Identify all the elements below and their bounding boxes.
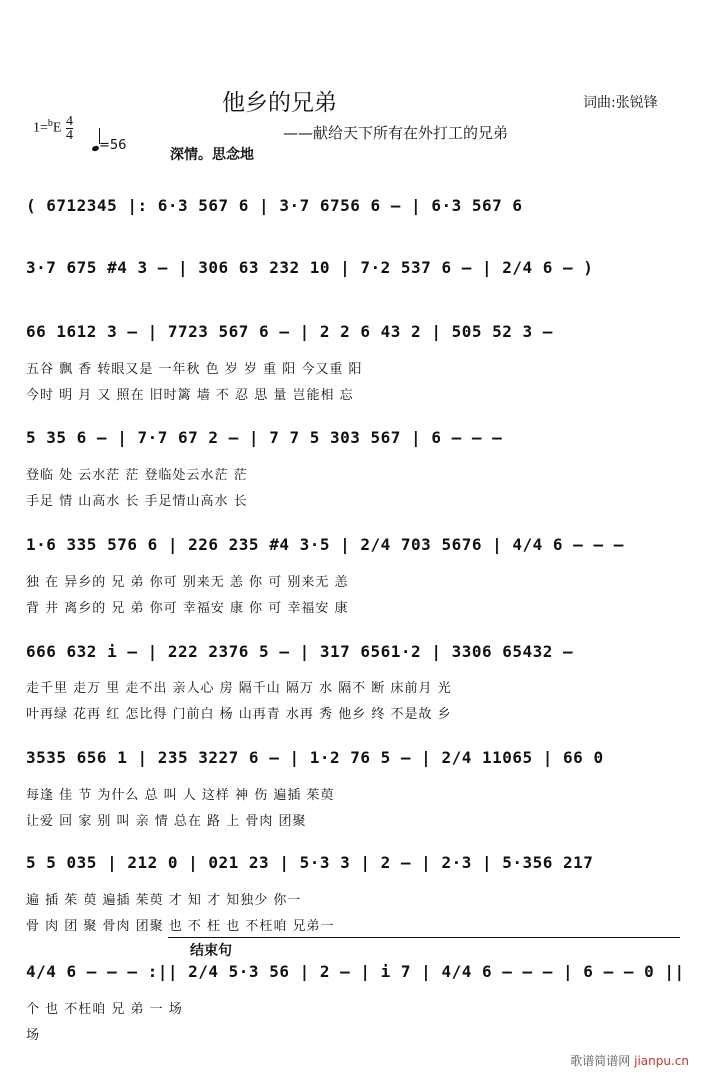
key-prefix: 1= [33,120,48,136]
lyric-row-8a: 遍 插 茱 萸 遍插 茱萸 才 知 才 知独少 你一 [26,893,302,908]
lyric-row-6a: 走千里 走万 里 走不出 亲人心 房 隔千山 隔万 水 隔不 断 床前月 光 [26,681,452,696]
lyric-row-8b: 骨 肉 团 聚 骨肉 团聚 也 不 枉 也 不枉咱 兄弟一 [26,919,335,934]
coda-bracket-line [168,937,680,938]
watermark-domain: jianpu.cn [634,1054,689,1068]
lyric-row-3b: 今时 明 月 又 照在 旧时篱 墙 不 忍 思 量 岂能相 忘 [26,388,354,403]
system-1: ( 6712345 |: 6·3 567 6 | 3·7 6756 6 – | 6·3 567 6 [26,196,523,215]
lyric-row-9a: 个 也 不枉咱 兄 弟 一 场 [26,1002,183,1017]
tempo-value: =56 [99,138,127,153]
system-5: 1·6 335 576 6 | 226 235 #4 3·5 | 2/4 703 5676 | 4/4 6 – – – [26,535,624,554]
lyric-row-4b: 手足 情 山高水 长 手足情山高水 长 [26,494,248,509]
lyric-row-7b: 让爱 回 家 别 叫 亲 情 总在 路 上 骨肉 团聚 [26,814,307,829]
key-flat: b [47,118,53,130]
lyric-row-5a: 独 在 异乡的 兄 弟 你可 别来无 恙 你 可 别来无 恙 [26,575,349,590]
system-7: 3535 656 1 | 235 3227 6 – | 1·2 76 5 – | 2/4 11065 | 66 0 [26,748,604,767]
system-8: 5 5 035 | 212 0 | 021 23 | 5·3 3 | 2 – | 2·3 | 5·356 217 [26,853,594,872]
system-4: 5 35 6 – | 7·7 67 2 – | 7 7 5 303 567 | 6 – – – [26,428,503,447]
dedication: ——献给天下所有在外打工的兄弟 [283,124,509,142]
lyric-row-7a: 每逢 佳 节 为什么 总 叫 人 这样 神 伤 遍插 茱萸 [26,788,335,803]
key-signature [33,115,73,142]
system-2: 3·7 675 #4 3 – | 306 63 232 10 | 7·2 537 6 – | 2/4 6 – ) [26,258,594,277]
expression-marking: 深情。思念地 [170,147,254,163]
coda-label: 结束句 [190,943,232,959]
lyric-row-9b: 场 [26,1028,41,1043]
watermark [570,1052,689,1069]
system-9: 4/4 6 – – – :|| 2/4 5·3 56 | 2 – | i 7 | 4/4 6 – – – | 6 – – 0 || [26,962,685,981]
system-6: 666 632 i – | 222 2376 5 – | 317 6561·2 | 3306 65432 – [26,642,574,661]
song-title: 他乡的兄弟 [222,90,337,116]
lyric-row-5b: 背 井 离乡的 兄 弟 你可 幸福安 康 你 可 幸福安 康 [26,601,349,616]
composer-credit: 词曲:张锐锋 [583,95,658,111]
watermark-site: 歌谱简谱网 [570,1054,631,1068]
key-note: E [52,120,62,136]
time-bottom: 4 [65,128,73,143]
time-signature [66,115,73,142]
lyric-row-6b: 叶再绿 花再 红 怎比得 门前白 杨 山再青 水再 秀 他乡 终 不是故 乡 [26,707,452,722]
lyric-row-3a: 五谷 飘 香 转眼又是 一年秋 色 岁 岁 重 阳 今又重 阳 [26,362,363,377]
system-3: 66 1612 3 – | 7723 567 6 – | 2 2 6 43 2 | 505 52 3 – [26,322,553,341]
time-top: 4 [65,114,73,129]
lyric-row-4a: 登临 处 云水茫 茫 登临处云水茫 茫 [26,468,248,483]
tempo-marking [92,138,126,153]
